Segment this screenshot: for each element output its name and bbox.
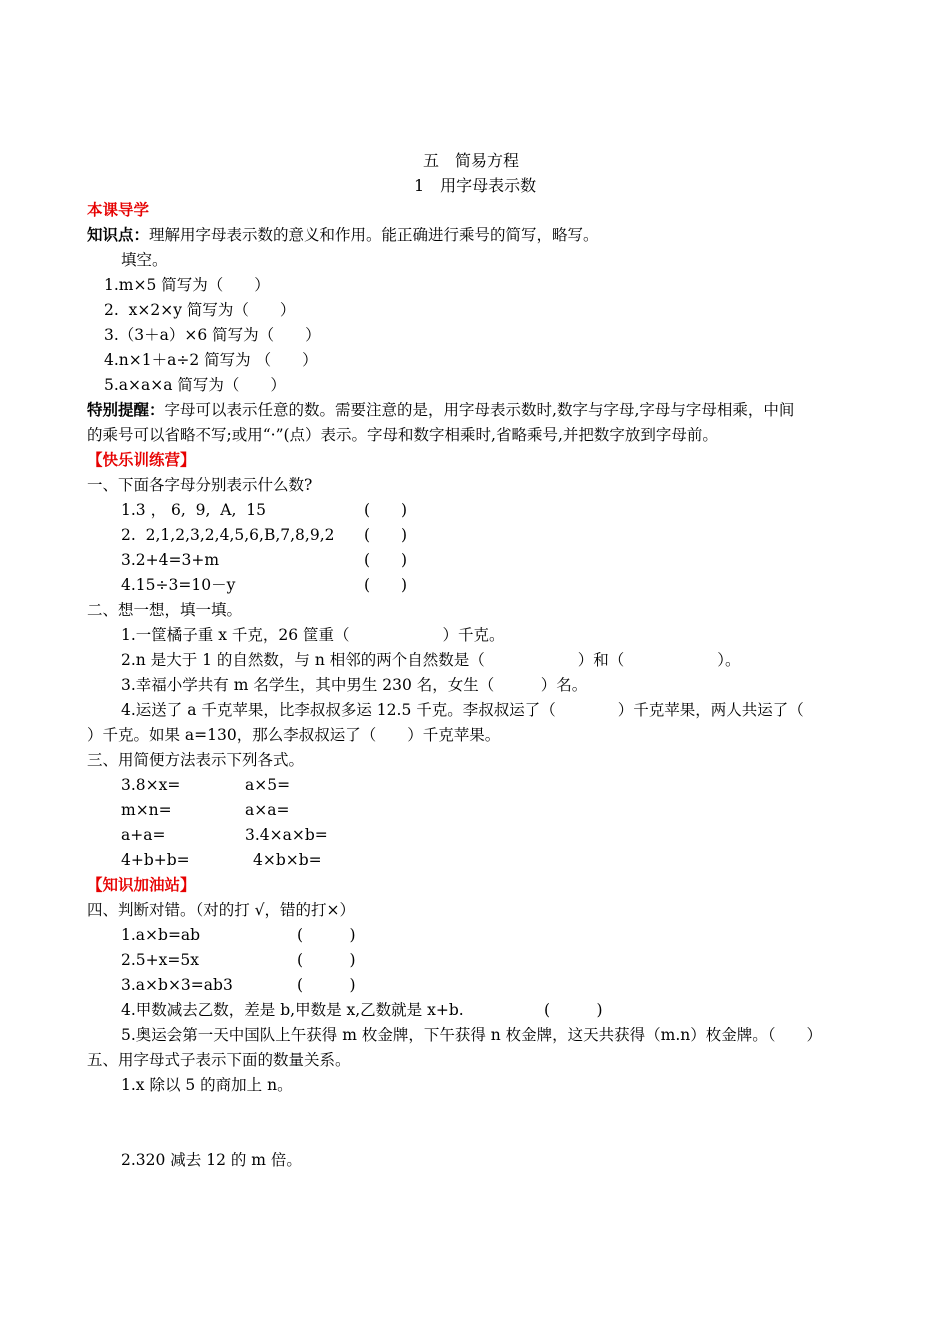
q4-item-1: 1.a×b=ab [121, 926, 201, 944]
training-heading: 【快乐训练营】 [87, 451, 196, 469]
q2-item-3: 3.幸福小学共有 m 名学生，其中男生 230 名，女生（ ）名。 [121, 676, 588, 694]
q1-answer-4: ( ) [364, 576, 408, 594]
q4-item-4: 4.甲数减去乙数，差是 b,甲数是 x,乙数就是 x+b. [121, 1001, 464, 1019]
q3-col1-item-3: a+a= [121, 826, 166, 844]
q1-item-1: 1.3 ， 6, 9, A, 15 [121, 501, 266, 519]
q1-item-3: 3.2+4=3+m [121, 551, 220, 569]
lesson-title: 1 用字母表示数 [414, 176, 537, 195]
guide-item-3: 3.（3＋a）×6 简写为（ ） [104, 326, 321, 344]
q5-title: 五、用字母式子表示下面的数量关系。 [87, 1051, 351, 1069]
q1-answer-3: ( ) [364, 551, 408, 569]
q3-col2-item-3: 3.4×a×b= [245, 826, 328, 844]
q5-item-1: 1.x 除以 5 的商加上 n。 [121, 1076, 293, 1094]
q4-item-5: 5.奥运会第一天中国队上午获得 m 枚金牌，下午获得 n 枚金牌，这天共获得（m.n）枚金牌。（ ） [121, 1026, 823, 1044]
q1-answer-1: ( ) [364, 501, 408, 519]
q3-col1-item-2: m×n= [121, 801, 172, 819]
q5-item-2: 2.320 减去 12 的 m 倍。 [121, 1151, 302, 1169]
fill-label: 填空。 [121, 251, 168, 269]
reminder-label: 特别提醒： [87, 401, 165, 419]
reminder-line-2: 的乘号可以省略不写;或用“·”(点）表示。字母和数字相乘时,省略乘号,并把数字放到字母前。 [87, 426, 718, 444]
q3-col2-item-1: a×5= [245, 776, 291, 794]
q1-answer-2: ( ) [364, 526, 408, 544]
knowledge-label: 知识点： [87, 226, 150, 244]
q4-answer-3: ( ) [297, 976, 356, 994]
reminder-text-1: 字母可以表示任意的数。需要注意的是，用字母表示数时,数字与字母,字母与字母相乘，中间 [164, 401, 795, 419]
q2-item-4-cont: ）千克。如果 a=130，那么李叔叔运了（ ）千克苹果。 [87, 726, 501, 744]
chapter-title: 五 简易方程 [423, 151, 520, 170]
q3-col2-item-2: a×a= [245, 801, 290, 819]
guide-item-4: 4.n×1＋a÷2 简写为 （ ） [104, 351, 318, 369]
q4-item-2: 2.5+x=5x [121, 951, 199, 969]
q4-answer-1: ( ) [297, 926, 356, 944]
knowledge-text: 理解用字母表示数的意义和作用。能正确进行乘号的简写，略写。 [149, 226, 599, 244]
q3-col1-item-4: 4+b+b= [121, 851, 190, 869]
guide-item-2: 2. x×2×y 简写为（ ） [104, 301, 296, 319]
knowledge-point [87, 224, 599, 246]
q3-col1-item-1: 3.8×x= [121, 776, 181, 794]
guide-item-1: 1.m×5 简写为（ ） [104, 276, 270, 294]
q1-item-2: 2. 2,1,2,3,2,4,5,6,B,7,8,9,2 [121, 526, 335, 544]
q2-item-2: 2.n 是大于 1 的自然数，与 n 相邻的两个自然数是（ ）和（ ）。 [121, 651, 741, 669]
q4-item-3: 3.a×b×3=ab3 [121, 976, 233, 994]
q4-answer-4: ( ) [544, 1001, 603, 1019]
q3-col2-item-4: 4×b×b= [253, 851, 322, 869]
q2-title: 二、想一想，填一填。 [87, 601, 243, 619]
station-heading: 【知识加油站】 [87, 876, 196, 894]
q2-item-1: 1.一筐橘子重 x 千克，26 筐重（ ）千克。 [121, 626, 505, 644]
q1-title: 一、下面各字母分别表示什么数? [87, 476, 313, 494]
q4-title: 四、判断对错。（对的打 √，错的打×） [87, 901, 356, 919]
guide-item-5: 5.a×a×a 简写为（ ） [104, 376, 286, 394]
q3-title: 三、用简便方法表示下列各式。 [87, 751, 305, 769]
q2-item-4: 4.运送了 a 千克苹果，比李叔叔多运 12.5 千克。李叔叔运了（ ）千克苹果，两人共运了（ [121, 701, 804, 719]
reminder-line-1 [87, 399, 794, 421]
guide-heading: 本课导学 [87, 201, 150, 219]
q4-answer-2: ( ) [297, 951, 356, 969]
q1-item-4: 4.15÷3=10－y [121, 576, 236, 594]
